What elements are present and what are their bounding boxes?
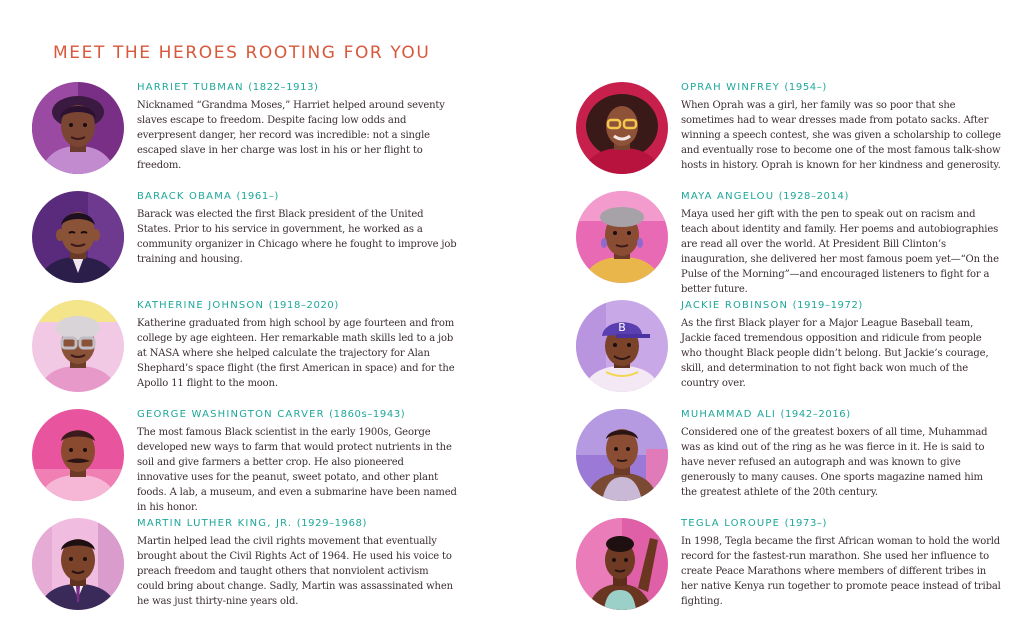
hero-name: MAYA ANGELOU (1928–2014) (681, 191, 849, 202)
portrait-tegla-loroupe (576, 518, 668, 610)
hero-name: GEORGE WASHINGTON CARVER (1860s–1943) (137, 409, 406, 420)
hero-bio: Barack was elected the first Black president of the United States. Prior to his service in government, he worked as a community organizer in Chicago where he fought to improve job training and housing. (137, 209, 457, 265)
hero-entry-muhammad-ali (576, 409, 1024, 517)
hero-entry-george-washington-carver (32, 409, 502, 517)
portrait-katherine-johnson (32, 300, 124, 392)
hero-bio: In 1998, Tegla became the first African woman to hold the world record for the fastest-run marathon. She used her influence to create Peace Marathons where members of different tribes in her native Kenya run together to promote peace instead of tribal fighting. (681, 536, 1001, 607)
hero-bio: When Oprah was a girl, her family was so poor that she sometimes had to wear dresses made from potato sacks. After winning a speech contest, she was given a scholarship to college and eventually rose to become one of the most famous talk-show hosts in history. Oprah is known for her kindness and generosity. (681, 100, 1001, 171)
hero-entry-tegla-loroupe (576, 518, 1024, 626)
hero-name: BARACK OBAMA (1961–) (137, 191, 279, 202)
hero-entry-martin-luther-king-jr (32, 518, 502, 626)
page-title: MEET THE HEROES ROOTING FOR YOU (53, 43, 431, 64)
portrait-barack-obama (32, 191, 124, 283)
hero-name: HARRIET TUBMAN (1822–1913) (137, 82, 319, 93)
portrait-martin-luther-king-jr (32, 518, 124, 610)
portrait-muhammad-ali (576, 409, 668, 501)
portrait-jackie-robinson (576, 300, 668, 392)
hero-entry-katherine-johnson (32, 300, 502, 408)
hero-entry-maya-angelou (576, 191, 1024, 299)
hero-name: MARTIN LUTHER KING, JR. (1929–1968) (137, 518, 367, 529)
portrait-oprah-winfrey (576, 82, 668, 174)
hero-bio: Maya used her gift with the pen to speak out on racism and teach about identity and family. Her poems and autobiographies are read all over the world. At President Bill Clinton’s inauguration, she delivered her most famous poem yet—“On the Pulse of the Morning”—and encouraged listeners to fight for a better future. (681, 209, 999, 295)
hero-entry-oprah-winfrey (576, 82, 1024, 190)
portrait-george-washington-carver (32, 409, 124, 501)
hero-bio: Considered one of the greatest boxers of all time, Muhammad was as kind out of the ring as he was fierce in it. He is said to have never refused an autograph and was known to give generously to many causes. One sports magazine named him the greatest athlete of the 20th century. (681, 427, 988, 498)
hero-bio: Martin helped lead the civil rights movement that eventually brought about the Civil Rights Act of 1964. He used his voice to preach freedom and taught others that nonviolent activism could bring about change. Sadly, Martin was assassinated when he was just thirty-nine years old. (137, 536, 453, 607)
hero-entry-jackie-robinson (576, 300, 1024, 408)
cap-letter: B (618, 321, 626, 334)
hero-name: TEGLA LOROUPE (1973–) (681, 518, 828, 529)
hero-name: KATHERINE JOHNSON (1918–2020) (137, 300, 339, 311)
hero-entry-harriet-tubman (32, 82, 502, 190)
portrait-maya-angelou (576, 191, 668, 283)
hero-name: MUHAMMAD ALI (1942–2016) (681, 409, 851, 420)
hero-bio: Nicknamed “Grandma Moses,” Harriet helped around seventy slaves escape to freedom. Despite facing low odds and everpresent danger, her record was incredible: not a single escaped slave in her charge was lost in his or her flight to freedom. (137, 100, 445, 171)
portrait-harriet-tubman (32, 82, 124, 174)
hero-name: JACKIE ROBINSON (1919–1972) (681, 300, 863, 311)
hero-entry-barack-obama (32, 191, 502, 299)
hero-bio: The most famous Black scientist in the early 1900s, George developed new ways to farm that would protect nutrients in the soil and give farmers a better crop. He also pioneered innovative uses for the peanut, sweet potato, and other plant foods. A lab, a museum, and even a submarine have been named in his honor. (137, 427, 457, 513)
hero-bio: Katherine graduated from high school by age fourteen and from college by age eighteen. Her remarkable math skills led to a job at NASA where she helped calculate the trajectory for Alan Shephard’s space flight (the first American in space) and for the Apollo 11 flight to the moon. (137, 318, 455, 389)
hero-bio: As the first Black player for a Major League Baseball team, Jackie faced tremendous opposition and ridicule from people who thought Black people didn’t belong. But Jackie’s courage, skill, and determination to not fight back won much of the country over. (681, 318, 989, 389)
hero-name: OPRAH WINFREY (1954–) (681, 82, 827, 93)
